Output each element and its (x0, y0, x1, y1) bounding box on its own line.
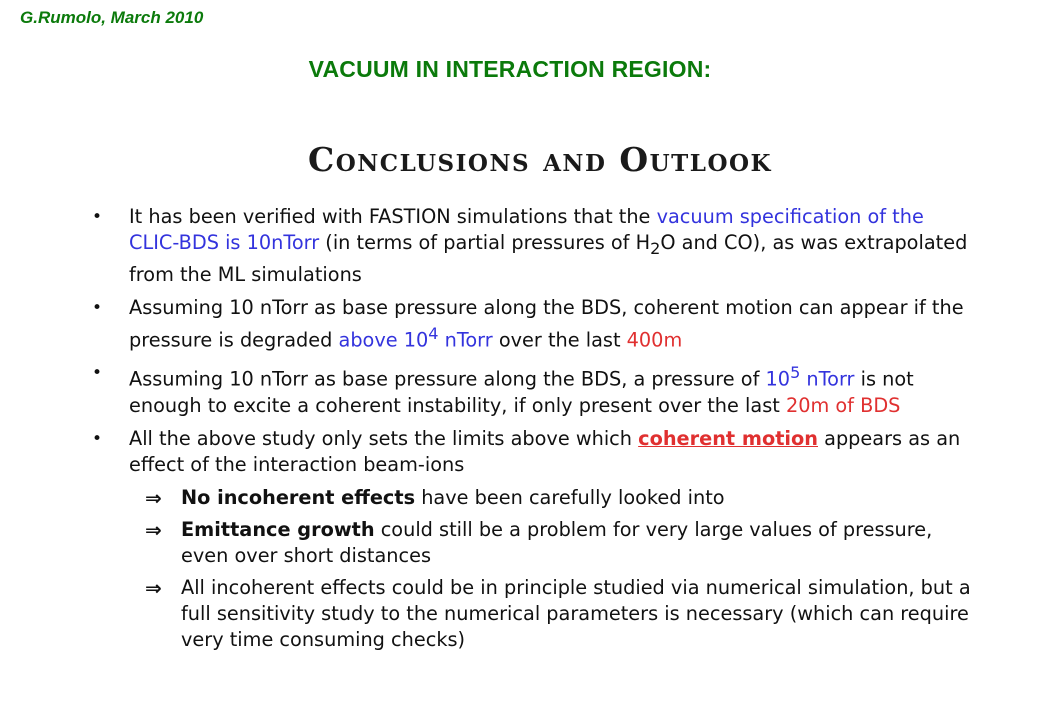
bullet-dot: • (92, 207, 103, 227)
bullet-dot: • (92, 297, 103, 318)
bullet-text: is not enough to excite a coherent instability, if only present over the last (129, 367, 914, 417)
bullet-text: Assuming 10 nTorr as base pressure along the BDS, a pressure of (129, 367, 766, 391)
sub-point-strong: No incoherent effects (181, 485, 416, 509)
highlight-text: vacuum specification of the CLIC-BDS is 10nTorr (129, 205, 924, 254)
bullet-text: appears as an effect of the interaction beam-ions (129, 426, 961, 476)
sub-point-text: have been carefully looked into (415, 485, 725, 509)
highlight-text: above 10 (338, 328, 429, 352)
slide-title: VACUUM IN INTERACTION REGION: (308, 56, 712, 82)
bullet-text: O and CO), as was extrapolated from the ML simulations (129, 231, 968, 286)
superscript: 5 (790, 363, 801, 383)
sub-point-text: All incoherent effects could be in principle studied via numerical simulation, but a full sensitivity study to the numerical parameters is necessary (which can require very time consuming checks) (181, 575, 971, 651)
highlight-text: nTorr (800, 367, 855, 391)
red-highlight-text: 400m (626, 328, 683, 352)
bullet-dot: • (92, 428, 103, 449)
section-heading: Conclusions and Outlook (307, 140, 773, 179)
subscript: 2 (650, 238, 661, 258)
arrow-icon: ⇒ (145, 575, 162, 600)
sub-point-text: could still be a problem for very large values of pressure, even over short distances (181, 517, 933, 567)
bullet-text: It has been verified with FASTION simulations that the (129, 205, 657, 228)
sub-point (92, 485, 972, 511)
red-highlight-text: 20m of BDS (785, 393, 901, 417)
red-underlined-text: coherent motion (638, 426, 818, 450)
highlight-text: nTorr (438, 328, 493, 352)
highlight-text: 10 (765, 367, 791, 391)
bullet-item (92, 426, 972, 478)
arrow-icon: ⇒ (145, 485, 162, 510)
bullet-item (92, 204, 972, 288)
bullet-dot: • (92, 363, 103, 384)
bullet-text: All the above study only sets the limits above which (129, 426, 639, 450)
bullet-list (92, 204, 972, 659)
sub-point (92, 517, 972, 569)
bullet-text: (in terms of partial pressures of H (319, 231, 651, 254)
arrow-icon: ⇒ (145, 517, 162, 542)
author-date-label: G.Rumolo, March 2010 (20, 8, 204, 27)
bullet-item (92, 360, 972, 418)
superscript: 4 (428, 323, 439, 343)
bullet-text: over the last (492, 328, 627, 352)
bullet-text: Assuming 10 nTorr as base pressure along the BDS, coherent motion can appear if the pressure is degraded (129, 295, 964, 352)
bullet-item (92, 295, 972, 353)
sub-point (92, 575, 972, 653)
sub-point-strong: Emittance growth (181, 517, 375, 541)
